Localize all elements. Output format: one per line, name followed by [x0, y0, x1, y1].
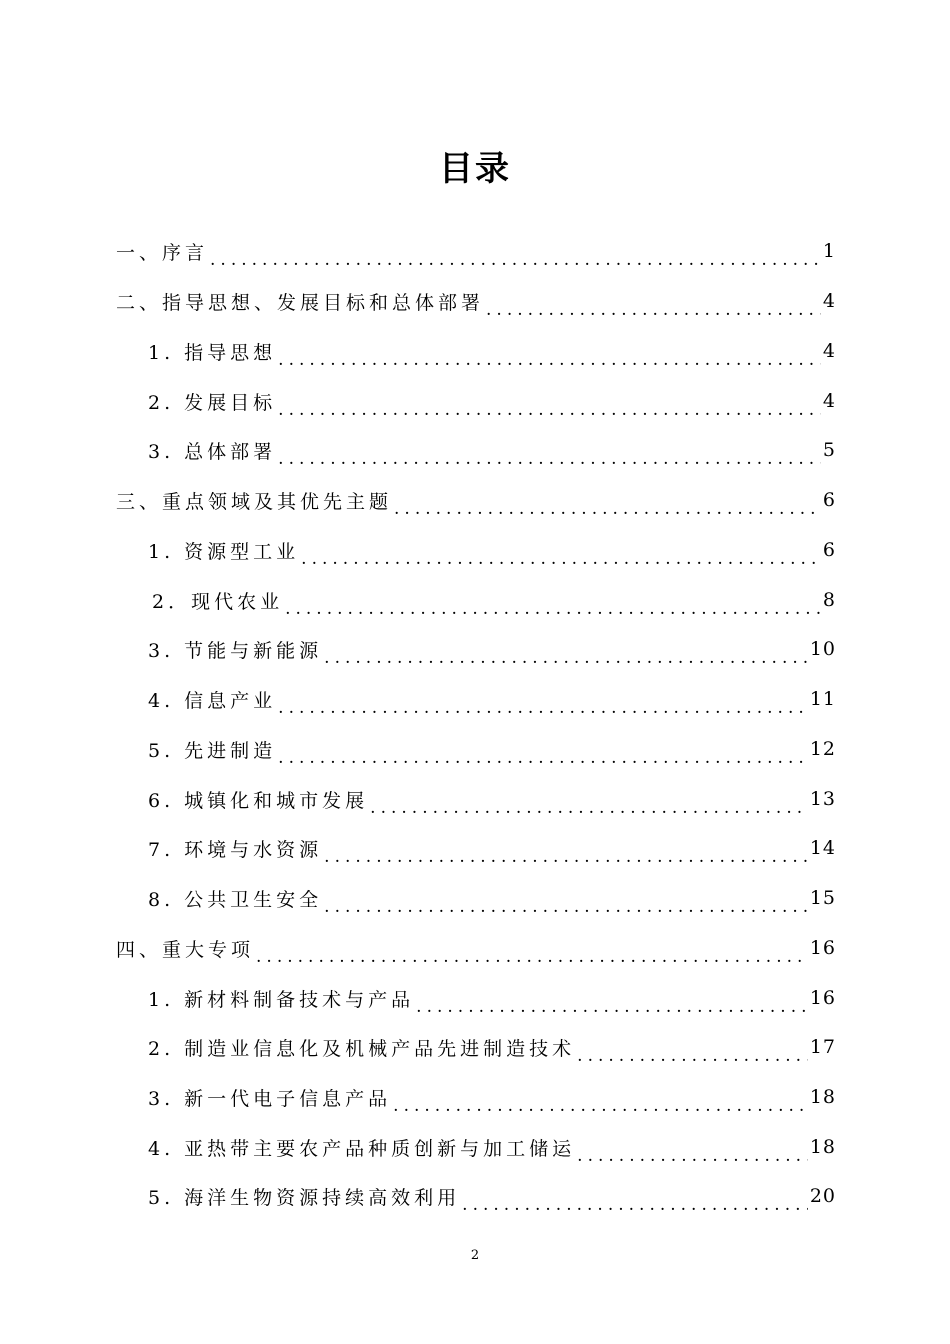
toc-dot-leader: [210, 255, 821, 276]
toc-entry-label: 一、序言: [116, 241, 209, 264]
toc-dot-leader: [278, 355, 821, 376]
toc-entry-label: 1. 指导思想: [148, 341, 277, 364]
toc-entry-page: 12: [809, 738, 836, 760]
toc-entry-label: 4. 亚热带主要农产品种质创新与加工储运: [148, 1137, 576, 1160]
toc-entry-page: 15: [809, 887, 836, 909]
toc-entry-page: 20: [809, 1185, 836, 1207]
toc-entry-label: 2. 发展目标: [148, 391, 277, 414]
toc-dot-leader: [324, 653, 808, 674]
toc-entry[interactable]: [148, 1072, 836, 1122]
toc-dot-leader: [278, 405, 821, 426]
toc-entry[interactable]: [148, 525, 836, 575]
toc-dot-leader: [278, 703, 808, 724]
page-title: 目录: [439, 148, 511, 189]
toc-dot-leader: [486, 305, 821, 326]
toc-entry-label: 二、指导思想、发展目标和总体部署: [116, 291, 485, 314]
toc-entry[interactable]: [148, 873, 836, 923]
toc-dot-leader: [301, 554, 821, 575]
toc-entry[interactable]: [152, 575, 836, 625]
toc-entry-page: 11: [809, 688, 836, 710]
toc-entry[interactable]: [148, 1022, 836, 1072]
toc-entry[interactable]: [148, 973, 836, 1023]
toc-entry-label: 三、重点领域及其优先主题: [116, 490, 393, 513]
toc-entry-page: 6: [822, 489, 836, 511]
toc-dot-leader: [324, 852, 808, 873]
toc-dot-leader: [278, 753, 808, 774]
toc-entry-page: 4: [822, 290, 836, 312]
toc-entry-label: 四、重大专项: [116, 938, 255, 961]
toc-entry[interactable]: [116, 475, 836, 525]
toc-dot-leader: [324, 902, 808, 923]
toc-entry[interactable]: [148, 823, 836, 873]
toc-entry[interactable]: [148, 1122, 836, 1172]
toc-entry-label: 3. 节能与新能源: [148, 639, 323, 662]
toc-entry-label: 2．现代农业: [152, 590, 284, 613]
page-number: 2: [470, 1248, 480, 1263]
toc-dot-leader: [577, 1051, 808, 1072]
toc-entry[interactable]: [148, 326, 836, 376]
toc-dot-leader: [370, 803, 808, 824]
toc-dot-leader: [393, 1101, 808, 1122]
toc-entry-page: 1: [822, 240, 836, 262]
toc-entry-page: 6: [822, 539, 836, 561]
toc-entry-page: 17: [809, 1036, 836, 1058]
toc-entry-page: 4: [822, 390, 836, 412]
toc-entry-page: 10: [809, 638, 836, 660]
toc-entry-label: 2. 制造业信息化及机械产品先进制造技术: [148, 1037, 576, 1060]
toc-entry-page: 13: [809, 788, 836, 810]
toc-entry-page: 14: [809, 837, 836, 859]
toc-entry-label: 3. 新一代电子信息产品: [148, 1087, 392, 1110]
toc-dot-leader: [394, 504, 821, 525]
toc-dot-leader: [278, 454, 821, 475]
toc-entry-page: 16: [809, 987, 836, 1009]
toc-entry-page: 18: [809, 1136, 836, 1158]
toc-entry-page: 4: [822, 340, 836, 362]
toc-entry-label: 5. 海洋生物资源持续高效利用: [148, 1186, 461, 1209]
toc-entry-label: 1. 资源型工业: [148, 540, 300, 563]
toc-dot-leader: [577, 1151, 808, 1172]
toc-entry-label: 7. 环境与水资源: [148, 838, 323, 861]
toc-entry[interactable]: [116, 923, 836, 973]
toc-entry-label: 6. 城镇化和城市发展: [148, 789, 369, 812]
toc-entry-label: 4. 信息产业: [148, 689, 277, 712]
toc-entry[interactable]: [116, 226, 836, 276]
toc-entry-page: 16: [809, 937, 836, 959]
toc-entry-label: 5. 先进制造: [148, 739, 277, 762]
toc-entry[interactable]: [148, 774, 836, 824]
toc-entry[interactable]: [148, 425, 836, 475]
toc-entry-page: 5: [822, 439, 836, 461]
toc-dot-leader: [285, 604, 821, 625]
toc-entry-page: 8: [822, 589, 836, 611]
toc-entry-page: 18: [809, 1086, 836, 1108]
toc-entry[interactable]: [148, 376, 836, 426]
toc-entry-label: 1. 新材料制备技术与产品: [148, 988, 415, 1011]
toc-entry[interactable]: [148, 1171, 836, 1221]
toc-dot-leader: [256, 952, 808, 973]
toc-entry[interactable]: [148, 674, 836, 724]
toc-entry-label: 3. 总体部署: [148, 440, 277, 463]
toc-dot-leader: [462, 1200, 808, 1221]
toc-entry[interactable]: [116, 276, 836, 326]
toc-dot-leader: [416, 1002, 808, 1023]
toc-entry[interactable]: [148, 724, 836, 774]
toc-entry-label: 8. 公共卫生安全: [148, 888, 323, 911]
toc-entry[interactable]: [148, 624, 836, 674]
